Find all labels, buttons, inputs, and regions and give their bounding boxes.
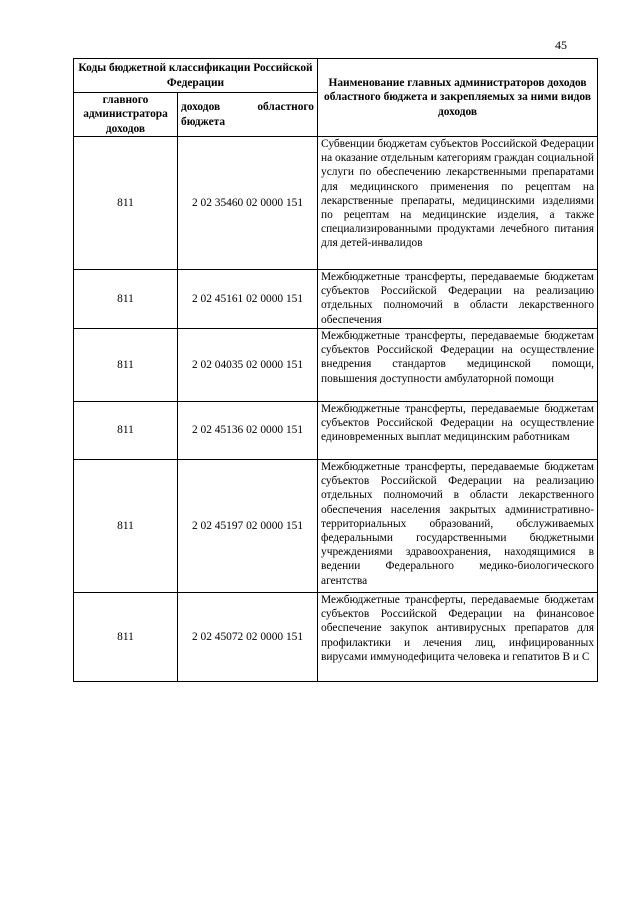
table-row	[74, 402, 598, 460]
table-row	[74, 137, 598, 270]
admin-code-cell: 811	[74, 270, 178, 329]
page-number: 45	[555, 38, 567, 52]
income-name-cell: Межбюджетные трансферты, передаваемые бюджетам субъектов Российской Федерации на осуществление внедрения стандартов медицинской помощи, повышения доступности амбулаторной помощи	[318, 329, 598, 402]
budget-classification-table	[73, 58, 598, 682]
table-row	[74, 460, 598, 593]
admin-code-cell: 811	[74, 402, 178, 460]
admin-code-cell: 811	[74, 593, 178, 682]
income-code-cell: 2 02 35460 02 0000 151	[178, 137, 318, 270]
income-name-cell: Межбюджетные трансферты, передаваемые бюджетам субъектов Российской Федерации на реализацию отдельных полномочий в области лекарственного обеспечения	[318, 270, 598, 329]
header-codes-group: Коды бюджетной классификации Российской Федерации	[74, 59, 318, 93]
income-name-cell: Межбюджетные трансферты, передаваемые бюджетам субъектов Российской Федерации на финансовое обеспечение закупок антивирусных препаратов для профилактики и лечения лиц, инфицированных вирусами иммунодефицита человека и гепатитов B и C	[318, 593, 598, 682]
income-name-cell: Межбюджетные трансферты, передаваемые бюджетам субъектов Российской Федерации на реализацию отдельных полномочий в области лекарственного обеспечения населения закрытых административно-территориальных образований, обслуживаемых федеральными государственными бюджетными учреждениями здравоохранения, находящимися в ведении Федерального медико-биологического агентства	[318, 460, 598, 593]
admin-code-cell: 811	[74, 329, 178, 402]
income-code-cell: 2 02 45072 02 0000 151	[178, 593, 318, 682]
income-code-cell: 2 02 45197 02 0000 151	[178, 460, 318, 593]
income-code-cell: 2 02 04035 02 0000 151	[178, 329, 318, 402]
header-regional-income: доходов областного бюджета	[178, 93, 318, 137]
header-main-administrator: главного администратора доходов	[74, 93, 178, 137]
income-name-cell: Субвенции бюджетам субъектов Российской Федерации на оказание отдельным категориям граждан социальной услуги по обеспечению лекарственными препаратами для медицинского применения по рецептам на лекарственные препараты, медицинскими изделиями по рецептам на медицинские изделия, а также специализированными продуктами лечебного питания для детей-инвалидов	[318, 137, 598, 270]
income-name-cell: Межбюджетные трансферты, передаваемые бюджетам субъектов Российской Федерации на осуществление единовременных выплат медицинским работникам	[318, 402, 598, 460]
table-row	[74, 593, 598, 682]
header-administrators-name: Наименование главных администраторов доходов областного бюджета и закрепляемых за ними видов доходов	[318, 59, 598, 137]
admin-code-cell: 811	[74, 137, 178, 270]
income-code-cell: 2 02 45161 02 0000 151	[178, 270, 318, 329]
table-row	[74, 329, 598, 402]
income-code-cell: 2 02 45136 02 0000 151	[178, 402, 318, 460]
table-row	[74, 270, 598, 329]
admin-code-cell: 811	[74, 460, 178, 593]
